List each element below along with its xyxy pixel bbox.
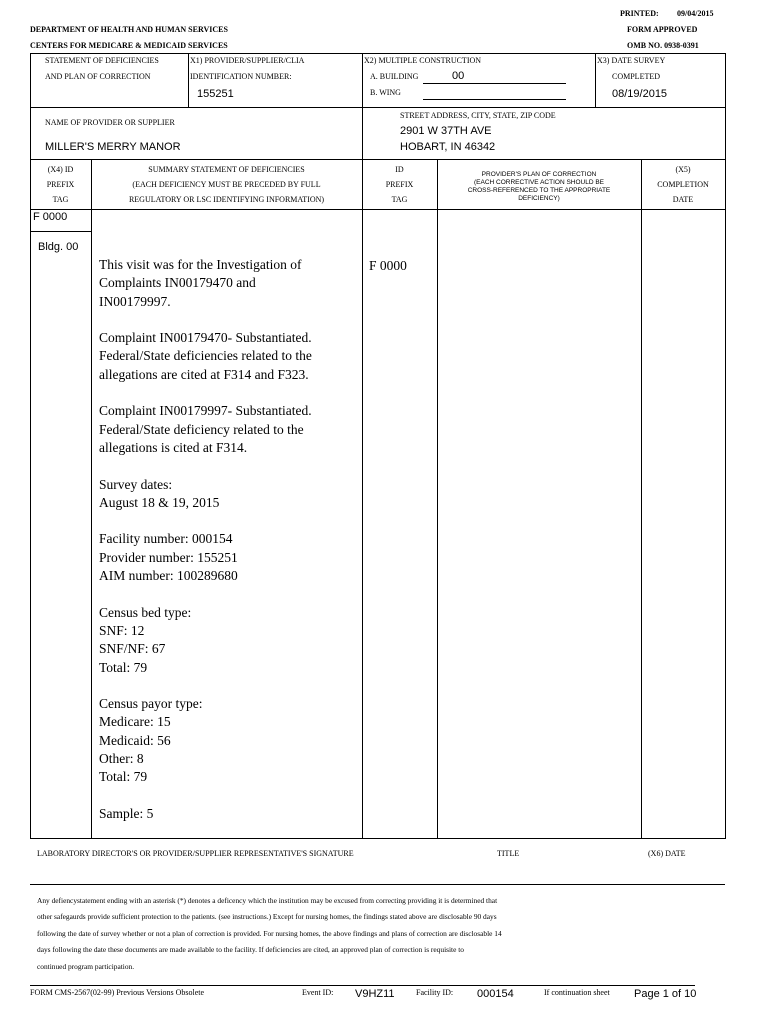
x4-header-line1: (X4) ID bbox=[47, 165, 74, 174]
id-header-line2: PREFIX bbox=[385, 180, 414, 189]
omb-number: OMB NO. 0938-0391 bbox=[627, 41, 699, 50]
plan-header-line1: PROVIDER'S PLAN OF CORRECTION bbox=[481, 171, 597, 178]
continuation-label: If continuation sheet bbox=[544, 988, 610, 997]
centers-title: CENTERS FOR MEDICARE & MEDICAID SERVICES bbox=[30, 41, 228, 50]
paragraph-investigation: This visit was for the Investigation of Complaints IN00179470 and IN00179997. bbox=[99, 257, 302, 309]
paragraph-complaint-1: Complaint IN00179470- Substantiated. Federal/State deficiencies related to the allegations are cited at F314 and F323. bbox=[99, 330, 312, 382]
title-label: TITLE bbox=[497, 849, 520, 858]
disclaimer-line: following the date of survey whether or not a plan of correction is provided. For nursing homes, the above findings and plans of correction are disclosable 14 bbox=[37, 928, 502, 938]
address-line2: HOBART, IN 46342 bbox=[400, 141, 496, 153]
paragraph-survey-dates: Survey dates: August 18 & 19, 2015 bbox=[99, 476, 220, 510]
date-survey-value: 08/19/2015 bbox=[612, 88, 668, 100]
department-title: DEPARTMENT OF HEALTH AND HUMAN SERVICES bbox=[30, 25, 228, 34]
provider-id-value: 155251 bbox=[197, 88, 234, 100]
signature-label: LABORATORY DIRECTOR'S OR PROVIDER/SUPPLIER REPRESENTATIVE'S SIGNATURE bbox=[37, 849, 354, 858]
id-header-line1: ID bbox=[395, 165, 404, 174]
x4-header-line2: PREFIX bbox=[46, 180, 75, 189]
wing-label: B. WING bbox=[370, 88, 401, 97]
disclaimer-line: continued program participation. bbox=[37, 961, 135, 971]
provider-id-label-line1: X1) PROVIDER/SUPPLIER/CLIA bbox=[190, 56, 305, 65]
x5-header-line2: COMPLETION bbox=[657, 180, 709, 189]
x6-date-label: (X6) DATE bbox=[648, 849, 686, 858]
x4-header-line3: TAG bbox=[52, 195, 69, 204]
provider-id-label-line2: IDENTIFICATION NUMBER: bbox=[190, 72, 292, 81]
x5-header-line3: DATE bbox=[672, 195, 694, 204]
page-number: Page 1 of 10 bbox=[634, 988, 697, 1000]
summary-header-line1: SUMMARY STATEMENT OF DEFICIENCIES bbox=[148, 165, 305, 174]
prefix-tag: F 0000 bbox=[33, 211, 68, 223]
building-tag: Bldg. 00 bbox=[38, 241, 79, 253]
statement-label-line1: STATEMENT OF DEFICIENCIES bbox=[45, 56, 159, 65]
provider-name-label: NAME OF PROVIDER OR SUPPLIER bbox=[45, 118, 175, 127]
address-label: STREET ADDRESS, CITY, STATE, ZIP CODE bbox=[400, 111, 556, 120]
plan-header-line3: CROSS-REFERENCED TO THE APPROPRIATE bbox=[467, 187, 611, 194]
paragraph-sample: Sample: 5 bbox=[99, 805, 154, 821]
paragraph-census-payor: Census payor type: Medicare: 15 Medicaid: 56 Other: 8 Total: 79 bbox=[99, 696, 203, 785]
summary-statement bbox=[99, 256, 359, 842]
disclaimer-line: days following the date these documents are made available to the facility. If deficiencies are cited, an approved plan of correction is requisite to bbox=[37, 945, 464, 955]
plan-header-line4: DEFICIENCY) bbox=[518, 195, 560, 202]
paragraph-complaint-2: Complaint IN00179997- Substantiated. Federal/State deficiency related to the allegations is cited at F314. bbox=[99, 403, 312, 455]
paragraph-facility-numbers: Facility number: 000154 Provider number: 155251 AIM number: 100289680 bbox=[99, 531, 238, 584]
disclaimer-line: Any defiencystatement ending with an asterisk (*) denotes a deficency which the institution may be excused from correcting providing it is determined that bbox=[37, 896, 498, 905]
provider-name-value: MILLER'S MERRY MANOR bbox=[45, 141, 181, 153]
x5-header-line1: (X5) bbox=[675, 165, 691, 174]
event-id-label: Event ID: bbox=[302, 988, 334, 997]
statement-label-line2: AND PLAN OF CORRECTION bbox=[45, 72, 151, 81]
facility-id-value: 000154 bbox=[477, 988, 514, 1000]
summary-header-line2: (EACH DEFICIENCY MUST BE PRECEDED BY FULL bbox=[132, 180, 321, 189]
paragraph-census-bed: Census bed type: SNF: 12 SNF/NF: 67 Total: 79 bbox=[99, 604, 192, 675]
date-survey-label-line1: X3) DATE SURVEY bbox=[597, 56, 666, 65]
multiple-construction-label: X2) MULTIPLE CONSTRUCTION bbox=[364, 56, 482, 65]
disclaimer-line: other safegaurds provide sufficient protection to the patients. (see instructions.) Except for nursing homes, the findings stated above are disclosable 90 days bbox=[37, 912, 497, 922]
form-number: FORM CMS-2567(02-99) Previous Versions Obsolete bbox=[30, 988, 205, 997]
event-id-value: V9HZ11 bbox=[355, 988, 395, 1000]
address-line1: 2901 W 37TH AVE bbox=[400, 125, 492, 137]
disclaimer bbox=[37, 893, 607, 975]
form-approved: FORM APPROVED bbox=[627, 25, 698, 34]
building-label: A. BUILDING bbox=[370, 72, 419, 81]
plan-header-line2: (EACH CORRECTIVE ACTION SHOULD BE bbox=[473, 179, 605, 186]
summary-header-line3: REGULATORY OR LSC IDENTIFYING INFORMATION) bbox=[128, 195, 325, 204]
id-tag: F 0000 bbox=[369, 258, 407, 273]
building-value: 00 bbox=[452, 70, 465, 82]
id-header-line3: TAG bbox=[391, 195, 408, 204]
facility-id-label: Facility ID: bbox=[416, 988, 454, 997]
printed-date: 09/04/2015 bbox=[677, 9, 714, 18]
date-survey-label-line2: COMPLETED bbox=[612, 72, 660, 81]
printed-label: PRINTED: bbox=[620, 9, 659, 18]
